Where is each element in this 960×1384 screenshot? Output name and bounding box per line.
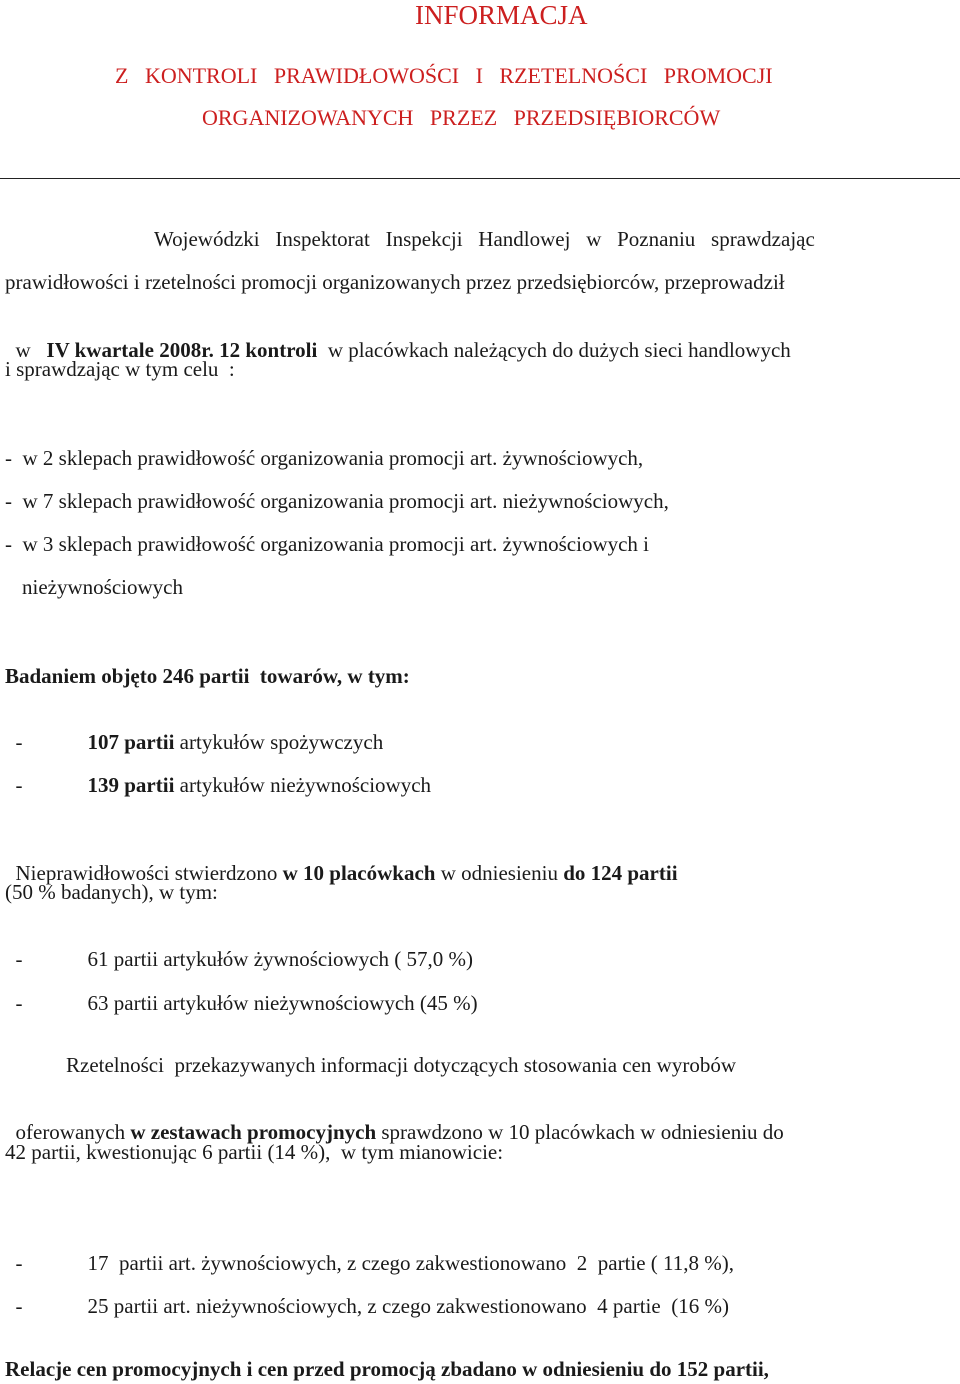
study-item-2-bold: 139 partii bbox=[87, 773, 175, 797]
sets-item-2-text: 25 partii art. nieżywnościowych, z czego zakwestionowano 4 partie (16 %) bbox=[87, 1294, 729, 1318]
irregularities-item-1-dash: - bbox=[15, 947, 23, 971]
irregularities-line-1 bbox=[5, 837, 678, 885]
document-title: INFORMACJA bbox=[415, 0, 588, 30]
sets-item-2-dash: - bbox=[15, 1294, 23, 1318]
intro-line-3-prefix: w bbox=[15, 338, 47, 362]
study-item-1-rest: artykułów spożywczych bbox=[174, 730, 384, 754]
intro-line-2: prawidłowości i rzetelności promocji organizowanych przez przedsiębiorców, przeprowadził bbox=[5, 270, 785, 294]
irregularities-line-2: (50 % badanych), w tym: bbox=[5, 880, 218, 904]
study-item-1 bbox=[5, 706, 383, 754]
study-item-2-dash: - bbox=[15, 773, 23, 797]
sets-item-1-dash: - bbox=[15, 1251, 23, 1275]
study-item-1-bold: 107 partii bbox=[87, 730, 175, 754]
irregularities-item-1-text: 61 partii artykułów żywnościowych ( 57,0 %) bbox=[87, 947, 473, 971]
irregularities-item-2 bbox=[5, 967, 478, 1015]
sets-line-2 bbox=[5, 1096, 784, 1144]
sets-line-1: Rzetelności przekazywanych informacji dotyczących stosowania cen wyrobów bbox=[66, 1053, 736, 1077]
sets-item-1 bbox=[5, 1227, 734, 1275]
irregularities-item-2-text: 63 partii artykułów nieżywnościowych (45 %) bbox=[87, 991, 478, 1015]
irregularities-text-b: w odniesieniu bbox=[435, 861, 564, 885]
intro-line-3-rest: w placówkach należących do dużych sieci handlowych bbox=[317, 338, 791, 362]
sets-bold: w zestawach promocyjnych bbox=[130, 1120, 377, 1144]
shops-item-3-continued: nieżywnościowych bbox=[22, 575, 183, 599]
header-divider bbox=[0, 178, 960, 179]
irregularities-text-a: Nieprawidłowości stwierdzono bbox=[15, 861, 283, 885]
irregularities-bold-a: w 10 placówkach bbox=[282, 861, 436, 885]
sets-item-1-text: 17 partii art. żywnościowych, z czego zakwestionowano 2 partie ( 11,8 %), bbox=[87, 1251, 735, 1275]
sets-item-2 bbox=[5, 1270, 729, 1318]
shops-item-1: - w 2 sklepach prawidłowość organizowania promocji art. żywnościowych, bbox=[5, 446, 644, 470]
sets-line-3: 42 partii, kwestionując 6 partii (14 %), w tym mianowicie: bbox=[5, 1140, 504, 1164]
study-item-2 bbox=[5, 749, 431, 797]
study-heading: Badaniem objęto 246 partii towarów, w tym: bbox=[5, 664, 410, 688]
intro-line-3 bbox=[5, 314, 791, 362]
subtitle-line-1: Z KONTROLI PRAWIDŁOWOŚCI I RZETELNOŚCI PROMOCJI bbox=[115, 63, 773, 88]
irregularities-item-2-dash: - bbox=[15, 991, 23, 1015]
irregularities-item-1 bbox=[5, 923, 473, 971]
sets-text-b: sprawdzono w 10 placówkach w odniesieniu do bbox=[376, 1120, 784, 1144]
irregularities-bold-b: do 124 partii bbox=[563, 861, 678, 885]
intro-line-3-bold: IV kwartale 2008r. 12 kontroli bbox=[46, 338, 318, 362]
relations-line-1: Relacje cen promocyjnych i cen przed promocją zbadano w odniesieniu do 152 partii, bbox=[5, 1357, 769, 1381]
study-item-1-dash: - bbox=[15, 730, 23, 754]
shops-item-2: - w 7 sklepach prawidłowość organizowania promocji art. nieżywnościowych, bbox=[5, 489, 669, 513]
subtitle-line-2: ORGANIZOWANYCH PRZEZ PRZEDSIĘBIORCÓW bbox=[202, 105, 721, 130]
study-item-2-rest: artykułów nieżywnościowych bbox=[174, 773, 432, 797]
sets-text-a: oferowanych bbox=[15, 1120, 131, 1144]
shops-item-3: - w 3 sklepach prawidłowość organizowania promocji art. żywnościowych i bbox=[5, 532, 650, 556]
intro-line-4: i sprawdzając w tym celu : bbox=[5, 357, 235, 381]
intro-line-1: Wojewódzki Inspektorat Inspekcji Handlowej w Poznaniu sprawdzając bbox=[154, 227, 815, 251]
